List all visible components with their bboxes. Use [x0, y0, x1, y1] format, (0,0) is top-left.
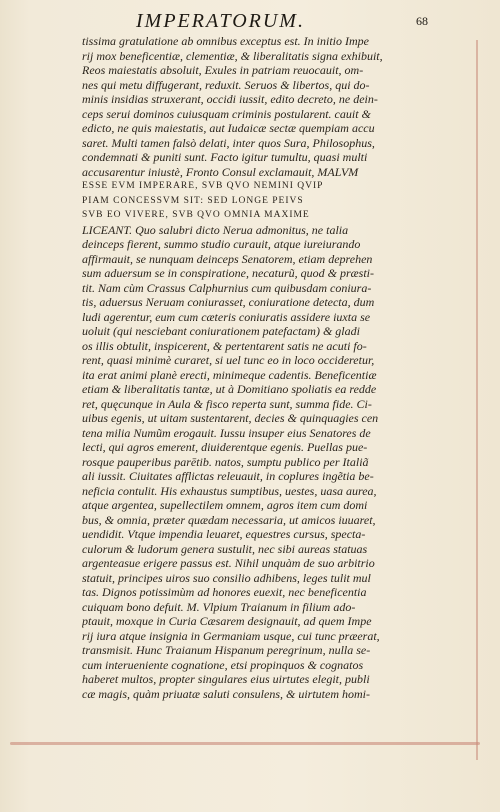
running-head: IMPERATORUM.: [136, 10, 305, 32]
text-line: tit. Nam cùm Crassus Calphurnius cum quibusdam coniura-: [82, 280, 372, 295]
text-line: cuiquam bono defuit. M. Vlpium Traianum in filium ado-: [82, 599, 356, 614]
text-line: tena milia Numũm erogauit. Iussu insuper eius Senatores de: [82, 425, 371, 440]
text-line: rij iura atque insignia in Germaniam usque, cui tunc præerat,: [82, 628, 380, 643]
text-line: SVB EO VIVERE, SVB QVO OMNIA MAXIME: [82, 210, 310, 220]
text-line: PIAM CONCESSVM SIT: SED LONGE PEIVS: [82, 195, 304, 206]
text-line: neficia contulit. His exhaustus sumptibus, uestes, uasa aurea,: [82, 483, 377, 498]
text-line: minis insidias struxerant, occidi iussit, edito decreto, ne dein-: [82, 92, 378, 106]
text-line: affirmauit, se nunquam deinceps Senatorem, etiam deprehen: [82, 251, 373, 266]
red-bottom-rule: [10, 742, 480, 745]
text-line: ceps serui dominos cuiusquam criminis postularent. cauit &: [82, 106, 371, 121]
text-line: Reos maiestatis absoluit, Exules in patriam reuocauit, om-: [82, 63, 364, 77]
text-line: uendidit. Vtque impendia leuaret, equestres cursus, specta-: [82, 527, 366, 541]
text-line: uoluit (qui nesciebant coniurationem patefactam) & gladi: [82, 324, 360, 338]
text-line: nes qui metu diffugerant, reduxit. Seruos & libertos, qui do-: [82, 77, 370, 92]
folio-number: 68: [416, 14, 428, 28]
text-line: argenteasue erigere passus est. Nihil unquàm de suo arbitrio: [82, 556, 375, 570]
text-line: cæ magis, quàm priuatæ saluti consulens, & uirtutem homi-: [82, 686, 370, 701]
text-line: LICEANT. Quo salubri dicto Nerua admonitus, ne talia: [82, 222, 349, 237]
text-line: bus, & omnia, præter quædam necessaria, ut amicos iuuaret,: [82, 512, 376, 527]
text-line: accusarentur iniustè, Fronto Consul exclamauit, MALVM: [82, 164, 359, 179]
text-line: haberet multos, propter singulares eius uirtutes elegit, publi: [82, 672, 370, 686]
text-line: ali iussit. Ciuitates afflictas releuauit, in coplures ingẽtia be-: [82, 469, 374, 483]
text-line: edicto, ne quis maiestatis, aut Iudaicæ sectæ quempiam accu: [82, 121, 375, 135]
text-line: rij mox beneficentiæ, clementiæ, & liberalitatis signa exhibuit,: [82, 48, 383, 63]
text-line: tis, aduersus Neruam coniurasset, coniuratione detecta, dum: [82, 295, 375, 309]
text-line: saret. Multi tamen falsò delati, inter quos Sura, Philosophus,: [82, 135, 375, 150]
text-line: etiam & liberalitatis tantæ, ut à Domitiano spoliatis ea redde: [82, 382, 377, 396]
text-line: culorum & ludorum genera sustulit, nec sibi aureas statuas: [82, 541, 368, 556]
text-line: tissima gratulatione ab omnibus exceptus est. In initio Impe: [82, 34, 369, 48]
text-line: condemnati & puniti sunt. Facto igitur tumultu, quasi multi: [82, 150, 368, 164]
body-text: [82, 34, 412, 701]
text-line: ptauit, moxque in Curia Cæsarem designauit, ad quem Impe: [82, 614, 372, 628]
text-line: tas. Dignos potissimùm ad honores euexit, nec beneficentia: [82, 585, 367, 599]
text-line: sum aduersum se in conspiratione, necaturũ, quod & præsti-: [82, 266, 374, 280]
text-line: ret, quęcunque in Aula & fisco reperta sunt, summa fide. Ci-: [82, 396, 372, 411]
text-line: deinceps fierent, summo studio curauit, atque iureiurando: [82, 237, 361, 251]
page-header: [0, 10, 500, 32]
text-line: ludi agerentur, eum cum cæteris coniuratis assidere iuxta se: [82, 309, 371, 324]
text-line: statuit, principes uiros suo consilio adhibens, leges tulit mul: [82, 570, 371, 585]
text-line: uibus egenis, ut uitam sustentarent, decies & quinquagies cen: [82, 411, 379, 425]
text-line: rosque pauperibus parētib. natos, sumptu publico per Italiã: [82, 454, 369, 469]
text-line: transmisit. Hunc Traianum Hispanum peregrinum, nulla se-: [82, 643, 371, 657]
text-line: os illis obtulit, inspicerent, & pertentarent satis ne acuti fo-: [82, 338, 367, 353]
text-line: cum interueniente cognatione, etsi propinquos & cognatos: [82, 657, 364, 672]
text-line: ita erat animi planè erecti, minimeque cadentis. Beneficentiæ: [82, 367, 377, 382]
text-line: rent, quasi minimè curaret, si uel tunc eo in loco occideretur,: [82, 353, 375, 367]
text-line: lecti, qui agros emerent, diuiderentque egenis. Puellas pue-: [82, 440, 368, 454]
text-line: ESSE EVM IMPERARE, SVB QVO NEMINI QVIP: [82, 181, 324, 191]
text-line: atque argentea, supellectilem omnem, agros item cum domi: [82, 498, 368, 512]
red-margin-rule: [476, 40, 478, 760]
